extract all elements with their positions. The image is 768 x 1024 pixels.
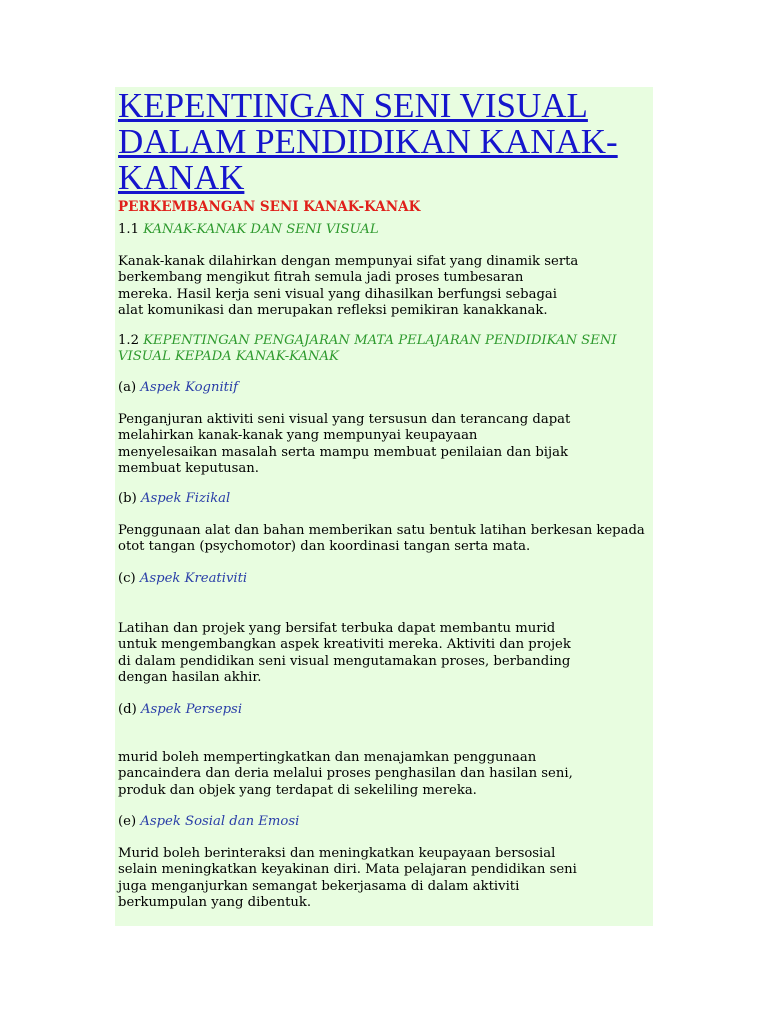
text-line: Murid boleh berinteraksi dan meningkatkan keupayaan bersosial <box>118 846 556 861</box>
aspect-label: (e) <box>118 814 137 829</box>
text-line: otot tangan (psychomotor) dan koordinasi tangan serta mata. <box>118 539 531 555</box>
text-line: dengan hasilan akhir. <box>118 669 262 685</box>
section-1-2 <box>118 333 648 366</box>
aspect-heading <box>118 571 648 587</box>
aspect-label: (c) <box>118 571 136 586</box>
text-line: produk dan objek yang terdapat di sekeliling mereka. <box>118 782 477 798</box>
aspect-name: Aspek Sosial dan Emosi <box>140 814 300 829</box>
paragraph <box>118 846 648 911</box>
text-line: Kanak-kanak dilahirkan dengan mempunyai sifat yang dinamik serta <box>118 254 579 269</box>
section-title-cont: VISUAL KEPADA KANAK-KANAK <box>118 349 339 365</box>
aspect-heading <box>118 702 648 718</box>
section-number: 1.1 <box>118 222 139 237</box>
aspect-heading <box>118 814 648 830</box>
aspect-name: Aspek Persepsi <box>140 702 243 717</box>
aspect-sosial-emosi <box>118 814 648 830</box>
text-line: selain meningkatkan keyakinan diri. Mata pelajaran pendidikan seni <box>118 862 577 878</box>
aspect-label: (b) <box>118 491 137 506</box>
aspect-sosial-emosi-body <box>118 846 648 911</box>
aspect-kognitif-body <box>118 412 648 477</box>
text-line: melahirkan kanak-kanak yang mempunyai keupayaan <box>118 428 478 444</box>
aspect-kognitif <box>118 380 648 396</box>
paragraph <box>118 254 648 319</box>
text-line: murid boleh mempertingkatkan dan menajamkan penggunaan <box>118 750 537 765</box>
text-line: pancaindera dan deria melalui proses penghasilan dan hasilan seni, <box>118 766 573 782</box>
article-title-link[interactable] <box>118 88 648 196</box>
text-line: berkembang mengikut fitrah semula jadi proses tumbesaran <box>118 270 524 286</box>
aspect-name: Aspek Kreativiti <box>139 571 248 586</box>
section-title: KANAK-KANAK DAN SENI VISUAL <box>143 222 379 237</box>
article <box>118 88 648 216</box>
paragraph <box>118 523 648 556</box>
text-line: membuat keputusan. <box>118 460 259 476</box>
text-line: Penganjuran aktiviti seni visual yang tersusun dan terancang dapat <box>118 412 571 427</box>
text-line: di dalam pendidikan seni visual mengutamakan proses, berbanding <box>118 653 571 669</box>
aspect-fizikal-body <box>118 523 648 556</box>
aspect-label: (a) <box>118 380 137 395</box>
aspect-label: (d) <box>118 702 137 717</box>
aspect-persepsi-body <box>118 750 648 799</box>
section-1-1-body <box>118 254 648 319</box>
title-line: KEPENTINGAN SENI VISUAL <box>118 86 588 125</box>
section-number: 1.2 <box>118 333 139 348</box>
aspect-name: Aspek Fizikal <box>140 491 231 506</box>
aspect-fizikal <box>118 491 648 507</box>
aspect-kreativiti <box>118 571 648 587</box>
aspect-heading <box>118 491 648 507</box>
aspect-persepsi <box>118 702 648 718</box>
paragraph <box>118 412 648 477</box>
text-line: juga menganjurkan semangat bekerjasama di dalam aktiviti <box>118 878 520 894</box>
section-heading <box>118 333 648 366</box>
section-1-1 <box>118 222 648 238</box>
section-heading <box>118 222 648 238</box>
text-line: Latihan dan projek yang bersifat terbuka dapat membantu murid <box>118 621 556 636</box>
text-line: mereka. Hasil kerja seni visual yang dihasilkan berfungsi sebagai <box>118 286 557 302</box>
article-subtitle: PERKEMBANGAN SENI KANAK-KANAK <box>118 199 421 215</box>
text-line: berkumpulan yang dibentuk. <box>118 894 312 910</box>
text-line: menyelesaikan masalah serta mampu membuat penilaian dan bijak <box>118 444 568 460</box>
text-line: alat komunikasi dan merupakan refleksi pemikiran kanakkanak. <box>118 302 548 318</box>
aspect-kreativiti-body <box>118 621 648 686</box>
title-line: DALAM PENDIDIKAN KANAK- <box>118 122 618 161</box>
aspect-heading <box>118 380 648 396</box>
section-title: KEPENTINGAN PENGAJARAN MATA PELAJARAN PENDIDIKAN SENI <box>143 333 617 348</box>
text-line: untuk mengembangkan aspek kreativiti mereka. Aktiviti dan projek <box>118 637 571 653</box>
paragraph <box>118 621 648 686</box>
text-line: Penggunaan alat dan bahan memberikan satu bentuk latihan berkesan kepada <box>118 523 645 538</box>
paragraph <box>118 750 648 799</box>
aspect-name: Aspek Kognitif <box>140 380 239 395</box>
title-line: KANAK <box>118 158 245 197</box>
